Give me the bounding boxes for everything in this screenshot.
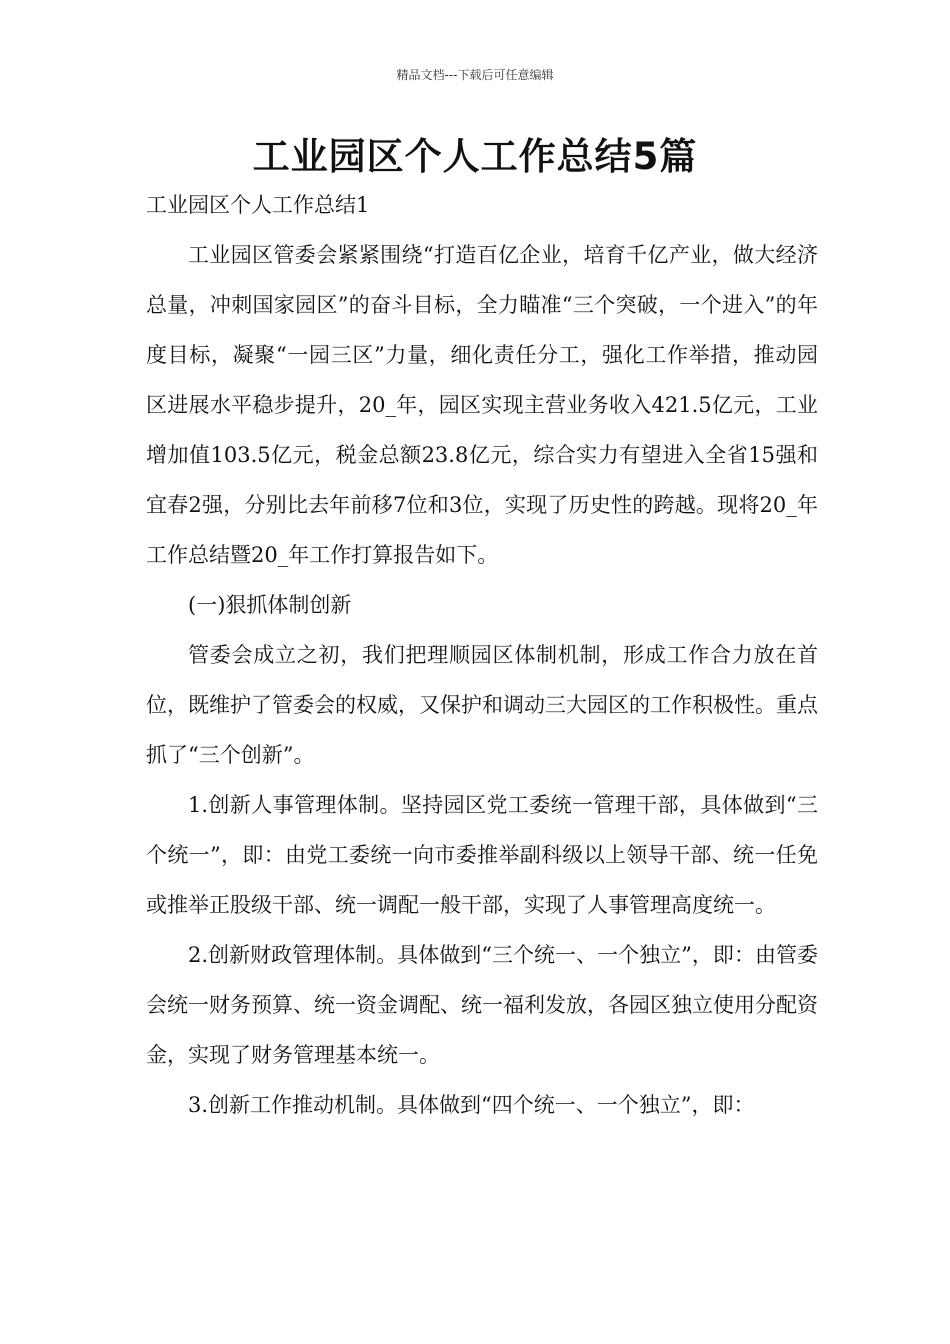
paragraph-personnel-innovation: 1.创新人事管理体制。坚持园区党工委统一管理干部，具体做到“三个统一”，即：由党工委统一向市委推举副科级以上领导干部、统一任免或推举正股级干部、统一调配一般干部，实现了人事管理高度统一。 (146, 793, 818, 917)
document-body (146, 180, 818, 1130)
paragraph-finance-innovation: 2.创新财政管理体制。具体做到“三个统一、一个独立”，即：由管委会统一财务预算、统一资金调配、统一福利发放，各园区独立使用分配资金，实现了财务管理基本统一。 (146, 943, 818, 1067)
document-title: 工业园区个人工作总结5篇 (252, 135, 698, 178)
header-note: 精品文档---下载后可任意编辑 (396, 68, 554, 82)
subheading-institutional-innovation: (一)狠抓体制创新 (188, 593, 352, 617)
paragraph-management-committee: 管委会成立之初，我们把理顺园区体制机制，形成工作合力放在首位，既维护了管委会的权威，又保护和调动三大园区的工作积极性。重点抓了“三个创新”。 (146, 643, 818, 767)
paragraph-work-mechanism: 3.创新工作推动机制。具体做到“四个统一、一个独立”，即： (188, 1093, 755, 1117)
section-heading: 工业园区个人工作总结1 (146, 193, 370, 217)
paragraph-intro: 工业园区管委会紧紧围绕“打造百亿企业，培育千亿产业，做大经济总量，冲刺国家园区”的奋斗目标，全力瞄准“三个突破，一个进入”的年度目标，凝聚“一园三区”力量，细化责任分工，强化工作举措，推动园区进展水平稳步提升，20_年，园区实现主营业务收入421.5亿元，工业增加值103.5亿元，税金总额23.8亿元，综合实力有望进入全省15强和宜春2强，分别比去年前移7位和3位，实现了历史性的跨越。现将20_年工作总结暨20_年工作打算报告如下。 (146, 243, 818, 567)
